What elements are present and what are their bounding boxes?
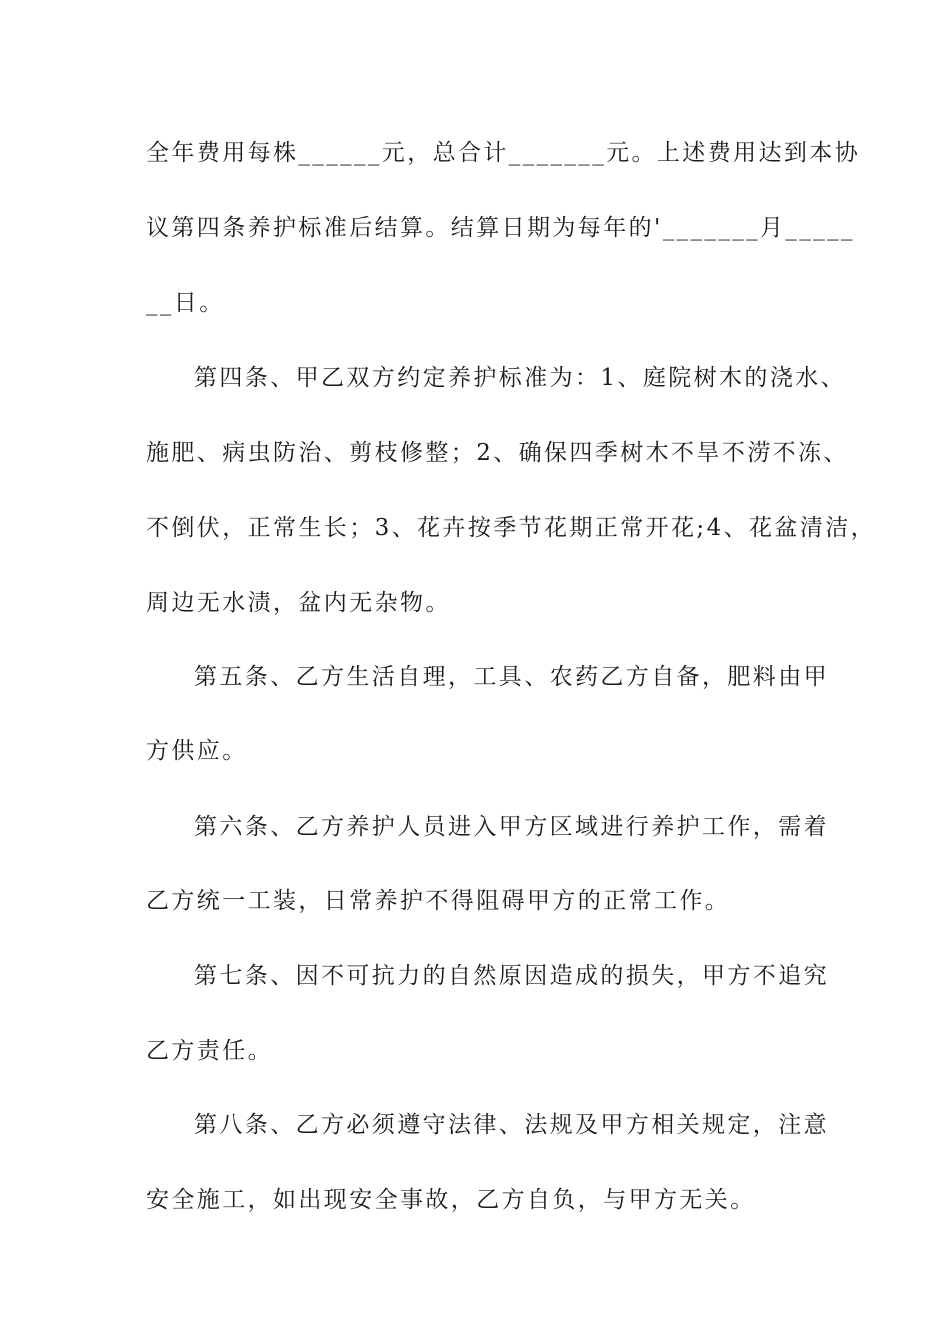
article-7-heading-line: 第七条、因不可抗力的自然原因造成的损失，甲方不追究 — [194, 963, 829, 989]
article-4-line-2: 施肥、病虫防治、剪枝修整；2、确保四季树木不旱不涝不冻、 — [146, 440, 849, 466]
text-line-fee-per-plant: 全年费用每株______元，总合计_______元。上述费用达到本协 — [146, 140, 861, 166]
article-5-line-2: 方供应。 — [146, 738, 248, 764]
article-5-heading-line: 第五条、乙方生活自理，工具、农药乙方自备，肥料由甲 — [194, 664, 829, 690]
article-4-line-4: 周边无水渍，盆内无杂物。 — [146, 590, 451, 616]
article-8-heading-line: 第八条、乙方必须遵守法律、法规及甲方相关规定，注意 — [194, 1112, 829, 1138]
article-6-heading-line: 第六条、乙方养护人员进入甲方区域进行养护工作，需着 — [194, 814, 829, 840]
article-8-line-2: 安全施工，如出现安全事故，乙方自负，与甲方无关。 — [146, 1187, 756, 1213]
article-4-line-3: 不倒伏，正常生长；3、花卉按季节花期正常开花;4、花盆清洁， — [146, 515, 877, 541]
text-line-settlement-date: 议第四条养护标准后结算。结算日期为每年的'_______月_____ — [146, 215, 855, 241]
text-line-day: __日。 — [146, 290, 225, 316]
article-4-heading-line: 第四条、甲乙双方约定养护标准为：1、庭院树木的浇水、 — [194, 365, 847, 391]
article-7-line-2: 乙方责任。 — [146, 1038, 273, 1064]
article-6-line-2: 乙方统一工装，日常养护不得阻碍甲方的正常工作。 — [146, 888, 731, 914]
